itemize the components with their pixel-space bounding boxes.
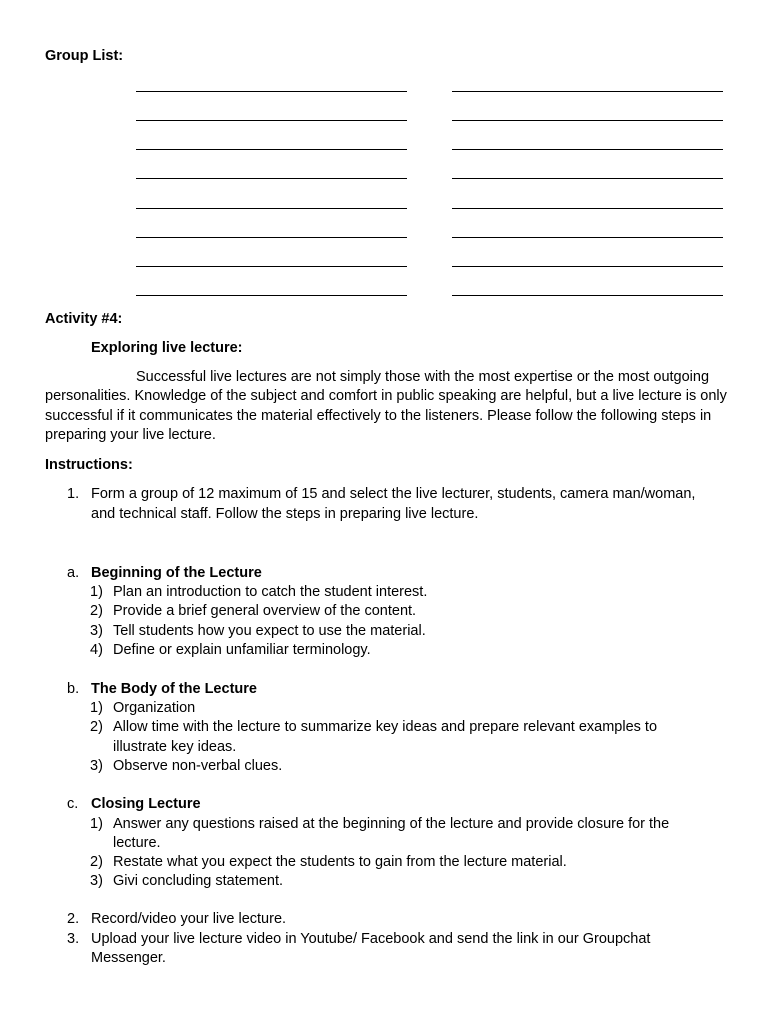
step-number: 2. <box>67 911 80 927</box>
step-number: 1. <box>67 486 80 502</box>
section-letter: b. <box>67 681 80 697</box>
name-blank-line[interactable] <box>136 149 407 150</box>
section-letter: c. <box>67 796 79 812</box>
list-item: Tell students how you expect to use the material. <box>113 623 426 639</box>
list-item: Givi concluding statement. <box>113 873 284 889</box>
list-item: Provide a brief general overview of the content. <box>113 603 417 619</box>
step-3-text: Upload your live lecture video in Youtube/ Facebook and send the link in our Groupchat <box>91 931 651 947</box>
name-blank-line[interactable] <box>452 295 723 296</box>
step-number: 3. <box>67 931 80 947</box>
step-3-text-cont: Messenger. <box>91 950 166 966</box>
item-number: 2) <box>90 719 103 735</box>
section-a-title: Beginning of the Lecture <box>91 565 262 581</box>
list-item: Organization <box>113 700 196 716</box>
name-blank-line[interactable] <box>136 208 407 209</box>
item-number: 2) <box>90 603 103 619</box>
section-letter: a. <box>67 565 80 581</box>
list-item: Observe non-verbal clues. <box>113 758 283 774</box>
group-list-label: Group List: <box>45 48 124 64</box>
list-item-cont: illustrate key ideas. <box>113 739 237 755</box>
item-number: 4) <box>90 642 103 658</box>
item-number: 3) <box>90 623 103 639</box>
name-blank-line[interactable] <box>452 178 723 179</box>
name-blank-line[interactable] <box>136 237 407 238</box>
list-item: Restate what you expect the students to gain from the lecture material. <box>113 854 567 870</box>
section-b-title: The Body of the Lecture <box>91 681 257 697</box>
list-item: Answer any questions raised at the beginning of the lecture and provide closure for the <box>113 816 670 832</box>
name-blank-line[interactable] <box>136 178 407 179</box>
step-1-text-cont: and technical staff. Follow the steps in preparing live lecture. <box>91 506 479 522</box>
list-item: Plan an introduction to catch the student interest. <box>113 584 428 600</box>
step-1-text: Form a group of 12 maximum of 15 and select the live lecturer, students, camera man/woman, <box>91 486 696 502</box>
list-item: Allow time with the lecture to summarize key ideas and prepare relevant examples to <box>113 719 658 735</box>
item-number: 1) <box>90 700 103 716</box>
step-2-text: Record/video your live lecture. <box>91 911 287 927</box>
activity-subtitle: Exploring live lecture: <box>91 340 243 356</box>
activity-title: Activity #4: <box>45 311 123 327</box>
item-number: 1) <box>90 584 103 600</box>
name-blank-line[interactable] <box>136 91 407 92</box>
name-blank-line[interactable] <box>452 237 723 238</box>
section-c-title: Closing Lecture <box>91 796 201 812</box>
name-blank-line[interactable] <box>452 120 723 121</box>
name-blank-line[interactable] <box>452 208 723 209</box>
name-blank-line[interactable] <box>136 295 407 296</box>
instructions-heading: Instructions: <box>45 457 133 473</box>
list-item-cont: lecture. <box>113 835 161 851</box>
list-item: Define or explain unfamiliar terminology. <box>113 642 371 658</box>
name-blank-line[interactable] <box>452 266 723 267</box>
name-blank-line[interactable] <box>452 149 723 150</box>
activity-paragraph-text: Successful live lectures are not simply those with the most expertise or the most outgoing personalities. Knowledge of the subject and comfort in public speaking are helpful, but a live lecture is only successful if it communicates the material effectively to the listeners. Please follow the following steps in preparing your live lecture. <box>45 369 727 443</box>
item-number: 3) <box>90 873 103 889</box>
item-number: 2) <box>90 854 103 870</box>
name-blank-line[interactable] <box>452 91 723 92</box>
item-number: 1) <box>90 816 103 832</box>
name-blank-line[interactable] <box>136 120 407 121</box>
item-number: 3) <box>90 758 103 774</box>
activity-paragraph <box>45 368 730 445</box>
name-blank-line[interactable] <box>136 266 407 267</box>
